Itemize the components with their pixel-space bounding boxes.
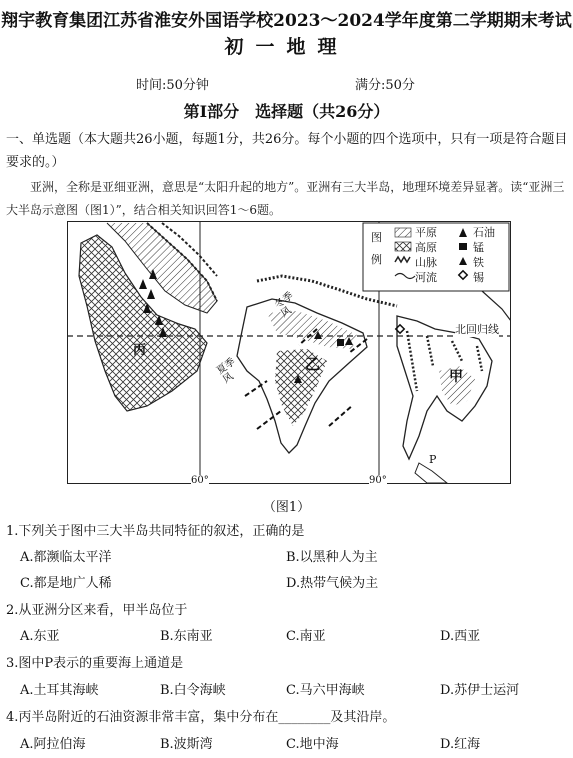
section-instructions: 一、单选题（本大题共26小题，每题1分，共26分。每个小题的四个选项中，只有一项是符合题目要求的。）	[6, 132, 568, 170]
question-4-option-d[interactable]: D.红海	[440, 737, 481, 752]
legend-label-plateau: 高原	[415, 241, 437, 254]
legend-label-river: 河流	[415, 271, 437, 284]
question-2-option-c[interactable]: C.南亚	[286, 629, 326, 644]
question-4-option-b[interactable]: B.波斯湾	[160, 737, 213, 752]
part-title: 第Ⅰ部分 选择题（共26分）	[183, 102, 390, 121]
question-1-option-d[interactable]: D.热带气候为主	[286, 576, 379, 591]
question-2-option-a[interactable]: A.东亚	[20, 629, 60, 644]
label-jia: 甲	[449, 369, 463, 385]
question-3-stem: 3.图中P表示的重要海上通道是	[6, 656, 184, 671]
label-yi: 乙	[305, 355, 321, 373]
figure-caption: （图1）	[262, 500, 311, 515]
asia-peninsulas-map	[67, 221, 511, 484]
question-3-option-c[interactable]: C.马六甲海峡	[286, 683, 365, 698]
reading-intro: 亚洲，全称是亚细亚洲，意思是“太阳升起的地方”。亚洲有三大半岛，地理环境差异显著。读“亚洲三大半岛示意图（图1）”，结合相关知识回答1～6题。	[6, 180, 565, 217]
question-4-option-a[interactable]: A.阿拉伯海	[20, 737, 86, 752]
legend-label-mountain: 山脉	[415, 256, 437, 269]
question-1-stem: 1.下列关于图中三大半岛共同特征的叙述，正确的是	[6, 524, 305, 539]
question-2-stem: 2.从亚洲分区来看，甲半岛位于	[6, 603, 188, 618]
question-3-option-a[interactable]: A.土耳其海峡	[20, 683, 99, 698]
crosshatch-plateau-icon	[395, 242, 411, 251]
question-3-option-d[interactable]: D.苏伊士运河	[440, 683, 520, 698]
question-4-stem: 4.丙半岛附近的石油资源非常丰富，集中分布在________及其沿岸。	[6, 710, 396, 725]
question-1-option-a[interactable]: A.都濒临太平洋	[20, 550, 112, 565]
hatch-plain-icon	[395, 228, 411, 237]
label-p: P	[429, 453, 437, 466]
legend-label-manganese: 锰	[473, 241, 484, 254]
label-bing: 丙	[133, 343, 147, 358]
question-1-option-b[interactable]: B.以黑种人为主	[286, 550, 378, 565]
exam-time: 时间:50分钟	[136, 78, 209, 93]
manganese-icon	[459, 243, 467, 250]
question-1-option-c[interactable]: C.都是地广人稀	[20, 576, 112, 591]
label-summer-monsoon: 夏季风	[214, 356, 238, 386]
label-winter-monsoon: 冬季风	[272, 290, 296, 320]
label-lon90: 90°	[369, 475, 387, 486]
exam-score: 满分:50分	[355, 78, 415, 93]
legend-label-oil: 石油	[473, 226, 495, 239]
label-tropic: 北回归线	[455, 323, 499, 336]
question-4-option-c[interactable]: C.地中海	[286, 737, 339, 752]
exam-title: 翔宇教育集团江苏省淮安外国语学校2023～2024学年度第二学期期末考试	[1, 11, 572, 31]
question-2-option-d[interactable]: D.西亚	[440, 629, 481, 644]
subject-title: 初一地理	[224, 36, 349, 58]
question-3-option-b[interactable]: B.白令海峡	[160, 683, 226, 698]
question-2-option-b[interactable]: B.东南亚	[160, 629, 213, 644]
legend-title: 图例	[371, 231, 382, 266]
legend-label-tin: 锡	[473, 271, 484, 284]
label-lon60: 60°	[191, 475, 209, 486]
legend-label-iron: 铁	[473, 256, 484, 269]
legend-label-plain: 平原	[415, 226, 437, 239]
